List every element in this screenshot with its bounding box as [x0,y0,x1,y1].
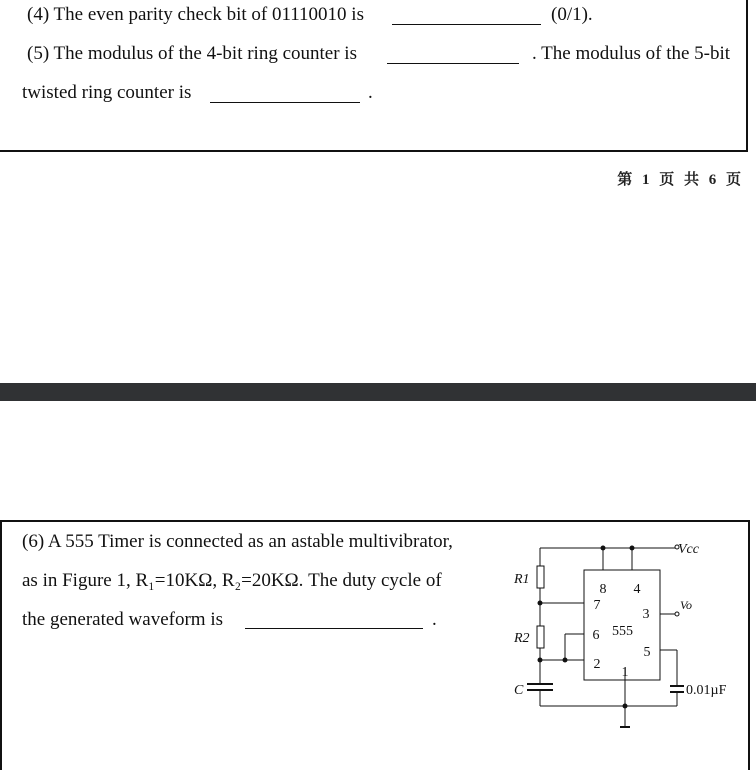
label-c: C [514,683,524,698]
q5-end: . [368,82,373,103]
q5-line1: (5) The modulus of the 4-bit ring counter is [27,43,357,64]
label-r2: R2 [514,631,530,646]
label-vcc: Vcc [678,542,699,557]
pin-1: 1 [621,665,629,680]
pin-7: 7 [593,598,601,613]
resistor-r1 [537,566,544,588]
q6-end: . [432,609,437,630]
q5-mid: . The modulus of the 5-bit [532,43,731,64]
label-cap-value: 0.01µF [686,683,727,698]
pin-8: 8 [599,582,607,597]
q6-line2: as in Figure 1, R₁=10KΩ, R₂=20KΩ. The duty cycle of [22,570,442,591]
q6-line3: the generated waveform is [22,609,223,630]
pin-6: 6 [592,628,600,643]
pin-3: 3 [642,607,650,622]
q5-line2: twisted ring counter is [22,82,192,103]
pin-5: 5 [643,645,651,660]
pin-2: 2 [593,657,601,672]
label-555: 555 [612,624,633,639]
label-r1: R1 [514,572,530,587]
resistor-r2 [537,626,544,648]
q4-text: (4) The even parity check bit of 01110010 is [27,4,364,25]
label-vo: Vo [680,598,692,612]
q4-suffix: (0/1). [551,4,593,25]
pin-4: 4 [633,582,641,597]
page-footer: 第 1 页 共 6 页 [617,172,744,188]
q6-line1: (6) A 555 Timer is connected as an astable multivibrator, [22,531,453,552]
